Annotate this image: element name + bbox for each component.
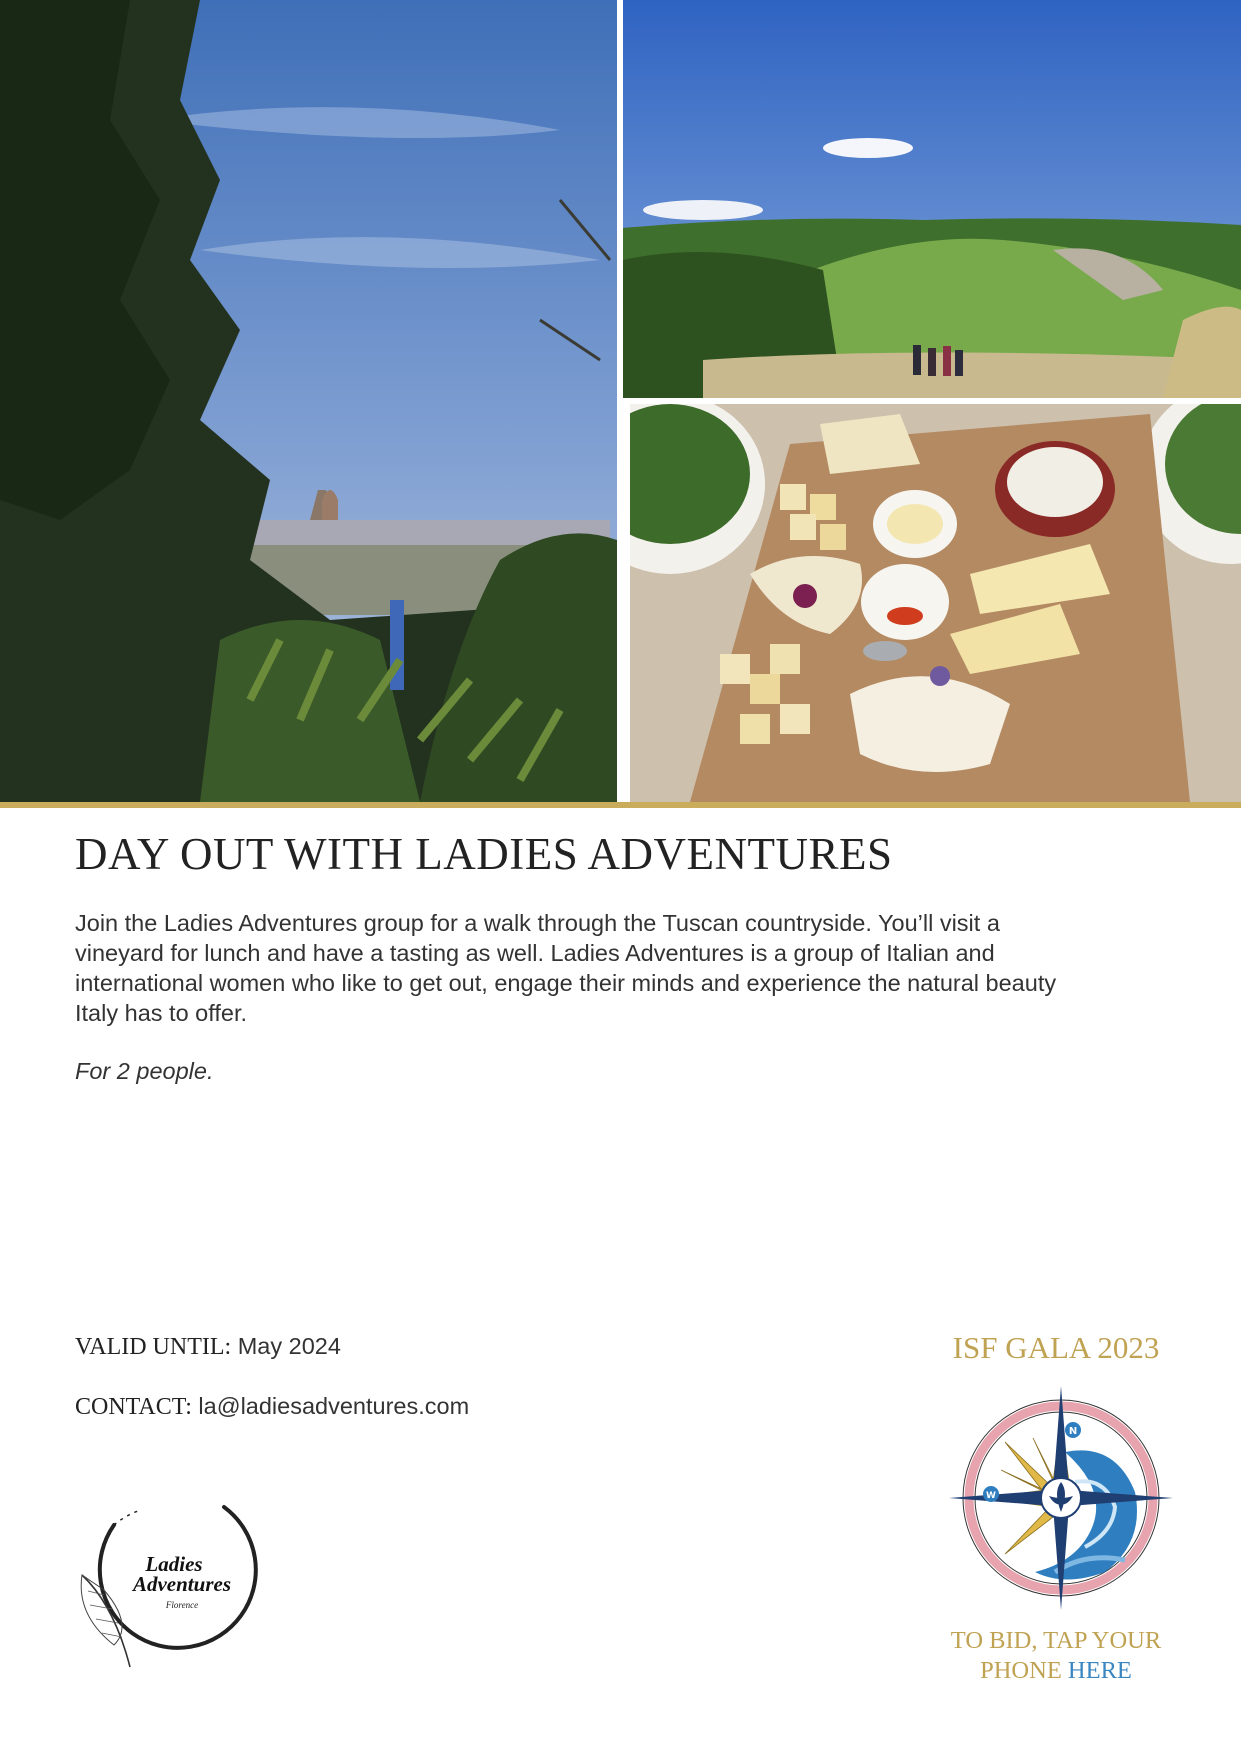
contact-label: CONTACT: [75, 1394, 192, 1420]
compass-north-letter: N [1068, 1426, 1078, 1437]
photo-tuscan-hills [623, 0, 1241, 398]
valid-until-value: May 2024 [237, 1333, 341, 1359]
contact [75, 1393, 469, 1421]
compass-west-letter: W [986, 1491, 996, 1501]
valid-until [75, 1333, 341, 1361]
page-title: DAY OUT WITH LADIES ADVENTURES [75, 829, 893, 879]
logo-line-2: Adventures [132, 1572, 232, 1596]
bid-instruction[interactable] [900, 1626, 1212, 1686]
valid-until-label: VALID UNTIL: [75, 1334, 232, 1360]
feather-icon [81, 1575, 130, 1667]
bid-line-1: TO BID, TAP YOUR [950, 1627, 1162, 1654]
compass-rose-icon[interactable] [945, 1382, 1177, 1614]
photo-florence-view [0, 0, 617, 802]
bid-phone-word: PHONE [980, 1657, 1062, 1684]
gold-divider [0, 802, 1241, 808]
description: Join the Ladies Adventures group for a walk through the Tuscan countryside. You’ll visit a vineyard for lunch and have a tasting as well. Ladies Adventures is a group of Italian and international women who like to get out, engage their minds and experience the natural beauty Italy has to offer. [75, 910, 1057, 1026]
ladies-adventures-logo [74, 1495, 270, 1675]
people-note: For 2 people. [75, 1058, 214, 1084]
photo-cheese-board [630, 404, 1241, 802]
contact-email-link[interactable]: la@ladiesadventures.com [198, 1393, 470, 1419]
gala-title: ISF GALA 2023 [952, 1330, 1160, 1365]
logo-line-3: Florence [165, 1600, 199, 1610]
bid-line-2 [900, 1656, 1212, 1686]
logo-line-1: Ladies [145, 1552, 203, 1576]
bid-here-link[interactable]: HERE [1067, 1657, 1132, 1684]
